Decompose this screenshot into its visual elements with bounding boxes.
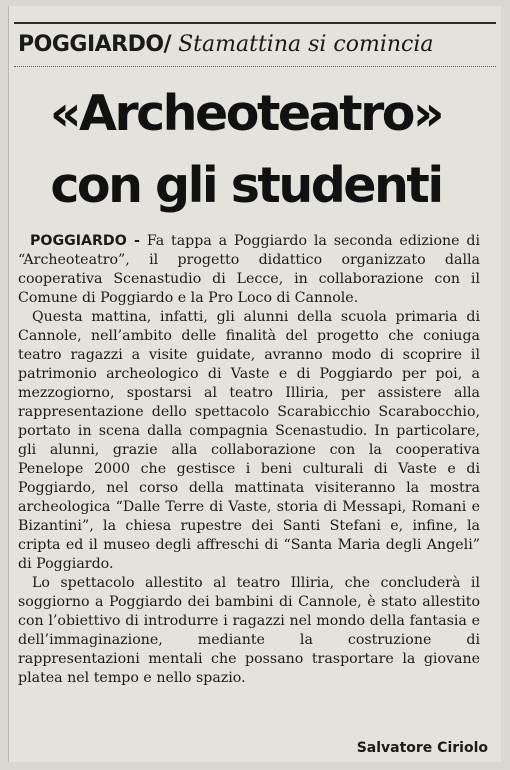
article-author: Salvatore Ciriolo xyxy=(356,740,488,756)
kicker-subtitle: Stamattina si comincia xyxy=(178,32,434,57)
kicker-place: POGGIARDO/ xyxy=(18,32,172,57)
article-lead: POGGIARDO - xyxy=(30,233,140,249)
headline-line-1: «Archeoteatro» xyxy=(49,85,443,142)
kicker xyxy=(18,30,488,60)
paragraph-1-text: Fa tappa a Poggiardo la seconda edizione di “Archeoteatro”, il progetto didattico organizzato dalla cooperativa Scenastudio di Lecce, in collaborazione con il Comune di Poggiardo e la Pro Loco di Cannole. xyxy=(18,233,480,306)
top-rule xyxy=(14,22,496,24)
article-paragraph-2: Questa mattina, infatti, gli alunni della scuola primaria di Cannole, nell’ambito delle finalità del progetto che coniuga teatro ragazzi a visite guidate, avranno modo di scoprire il patrimonio archeologico di Vaste e di Poggiardo per poi, a mezzogiorno, spostarsi al teatro Illiria, per assistere alla rappresentazione dello spettacolo Scarabicchio Scarabocchio, portato in scena dalla compagnia Scenastudio. In particolare, gli alunni, grazie alla collaborazione con la cooperativa Penelope 2000 che gestisce i beni culturali di Vaste e di Poggiardo, nel corso della mattinata visiteranno la mostra archeologica “Dalle Terre di Vaste, storia di Messapi, Romani e Bizantini”, la chiesa rupestre dei Santi Stefani e, infine, la cripta ed il museo degli affreschi di “Santa Maria degli Angeli” di Poggiardo. xyxy=(18,309,480,572)
article-paragraph-1 xyxy=(18,232,480,308)
headline-line-2: con gli studenti xyxy=(50,157,442,214)
article-paragraph-3: Lo spettacolo allestito al teatro Illiria, che concluderà il soggiorno a Poggiardo dei bambini di Cannole, è stato allestito con l’obiettivo di introdurre i ragazzi nel mondo della fantasia e dell’immaginazione, mediante la costruzione di rappresentazioni mentali che possano trasportare la giovane platea nel tempo e nello spazio. xyxy=(18,575,480,686)
article-body xyxy=(18,232,480,688)
kicker-rule xyxy=(14,66,496,67)
